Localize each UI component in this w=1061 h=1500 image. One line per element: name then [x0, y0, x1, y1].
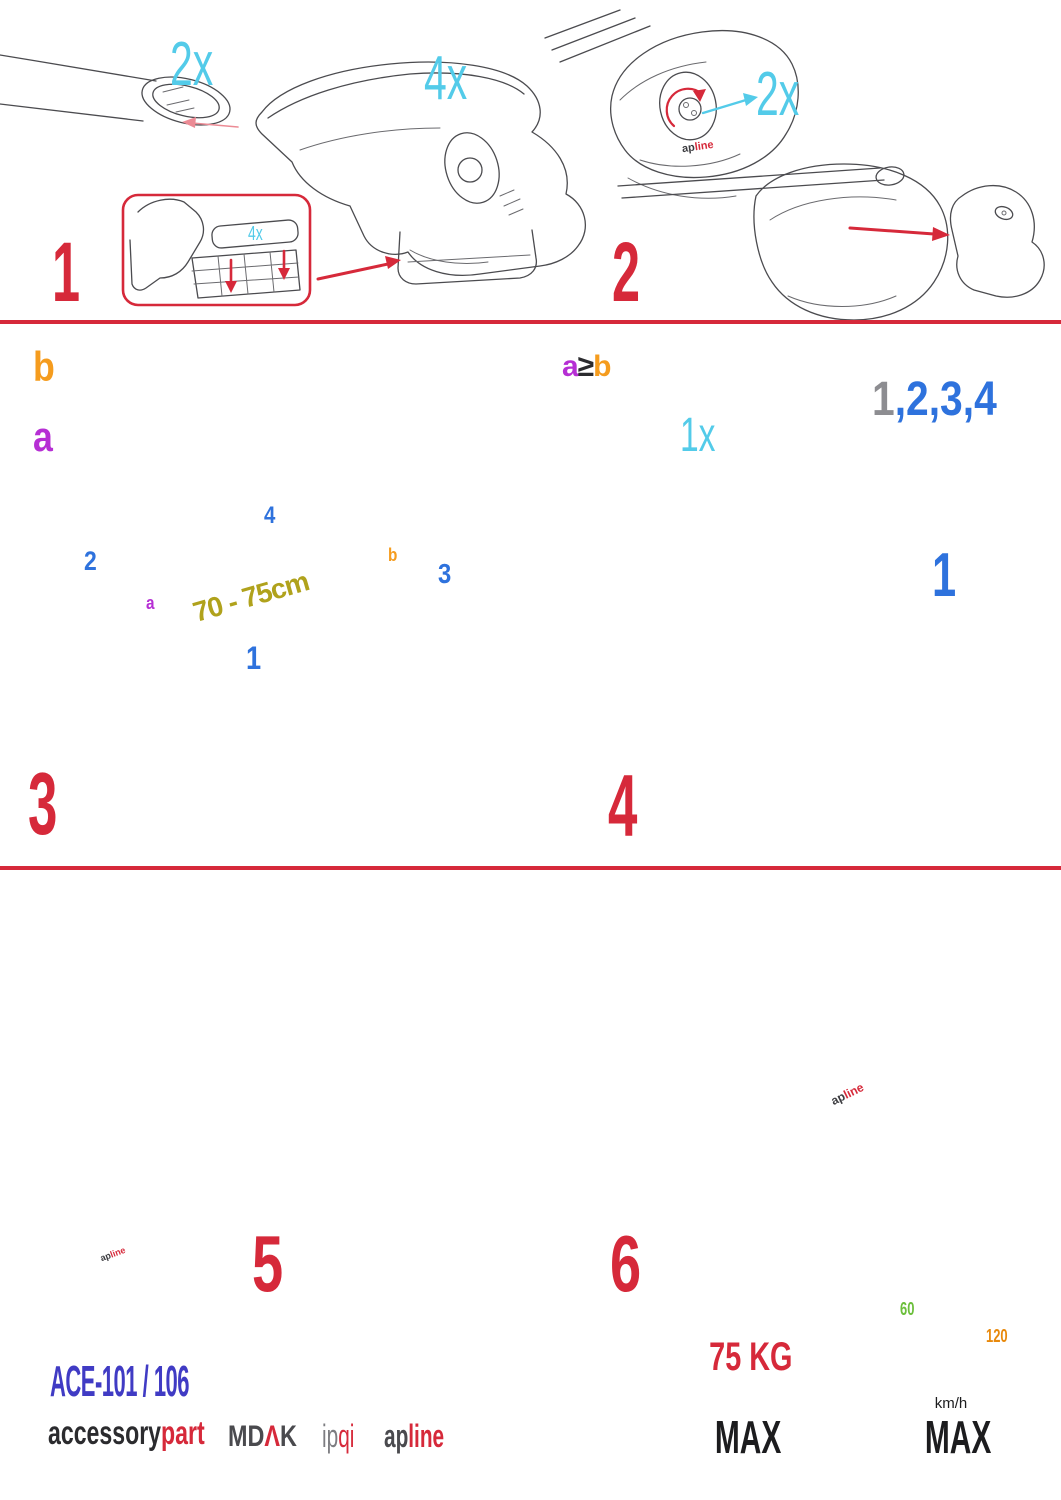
- step1-pad-to-foot-arrow: [318, 256, 401, 279]
- accessorypart-logo: accessorypart: [48, 1414, 205, 1451]
- step3-number: 3: [28, 754, 58, 853]
- speed-low-label: 60: [900, 1299, 915, 1319]
- step3-pos-a-label: a: [146, 593, 155, 613]
- step3-distance-label: 70 - 75cm: [189, 565, 313, 628]
- weight-max-label: MAX: [714, 1411, 782, 1463]
- step1-pad-qty: 4x: [248, 223, 263, 245]
- step5-brand-logo: apline: [98, 1244, 127, 1264]
- section-divider-1: [0, 320, 1061, 324]
- step3-position-4: 4: [264, 502, 276, 529]
- step4-pos-1-label: 1: [932, 541, 957, 610]
- step3-bar-b-label: b: [33, 343, 55, 390]
- step6-number: 6: [610, 1219, 642, 1308]
- speed-max-label: MAX: [924, 1411, 992, 1463]
- model-number: ACE-101 / 106: [50, 1357, 190, 1406]
- step2-number: 2: [612, 225, 641, 319]
- step6-brand-logo: apline: [828, 1080, 867, 1108]
- step1-foot-drawing: [256, 62, 585, 284]
- step4-sequence-label: 1,2,3,4: [872, 373, 997, 426]
- step1-number: 1: [52, 225, 81, 319]
- step2-lock-qty-arrow: [703, 93, 758, 113]
- step1-insert-arrow: [182, 117, 238, 128]
- step2-lock-qty: 2x: [756, 60, 800, 129]
- step3-bar-a-label: a: [33, 413, 53, 460]
- speed-unit-label: km/h: [934, 1395, 968, 1412]
- step1-bar-qty: 2x: [170, 30, 214, 99]
- step4-condition-label: a≥b: [562, 350, 611, 383]
- step1-foot-qty: 4x: [424, 44, 468, 113]
- step2-brand-logo: apline: [681, 138, 715, 156]
- step2-cover-foot-drawing: [618, 164, 1044, 320]
- step5-number: 5: [252, 1219, 284, 1308]
- speed-high-label: 120: [986, 1326, 1008, 1346]
- section-divider-2: [0, 866, 1061, 870]
- ipqi-logo: ipqi: [322, 1418, 355, 1454]
- step3-position-2: 2: [84, 546, 97, 576]
- step3-position-3: 3: [438, 558, 452, 589]
- apline-logo: apline: [384, 1418, 445, 1454]
- step4-number: 4: [608, 756, 638, 855]
- mdak-logo: MDΛK: [228, 1420, 297, 1453]
- step3-pos-b-label: b: [388, 545, 398, 565]
- step3-position-1: 1: [246, 640, 262, 676]
- step4-tool-qty: 1x: [680, 409, 716, 462]
- weight-value: 75 KG: [709, 1335, 793, 1379]
- step1-pad-inset-box: [123, 195, 310, 305]
